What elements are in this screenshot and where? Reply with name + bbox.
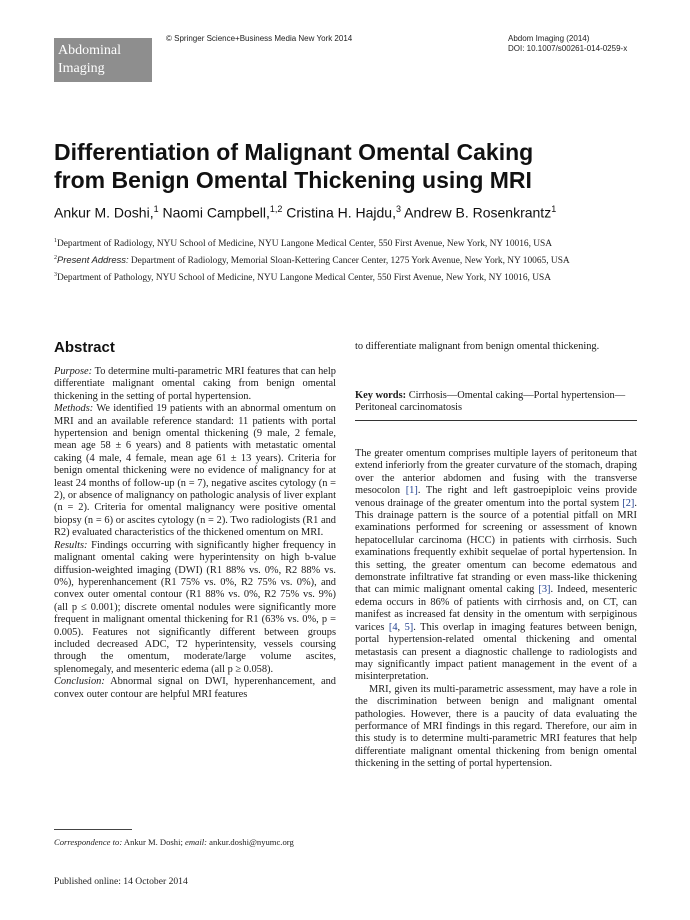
keywords-text: Cirrhosis—Omental caking—Portal hypertension—Peritoneal carcinomatosis <box>355 390 626 414</box>
journal-citation <box>508 34 627 54</box>
affiliation-2 <box>54 252 644 268</box>
journal-name: Abdom Imaging (2014) <box>508 34 590 43</box>
affiliation-3 <box>54 269 644 285</box>
section-text: To determine multi-parametric MRI features that can help differentiate malignant omental caking from benign omental thickening in the setting of portal hypertension. <box>54 366 336 402</box>
author-affiliation-mark: 3 <box>395 204 401 214</box>
correspondence-label: Correspondence to: <box>54 837 123 847</box>
abstract-heading: Abstract <box>54 339 115 356</box>
author-list <box>54 204 664 221</box>
section-label: Purpose: <box>54 366 93 377</box>
abstract-methods <box>54 403 336 539</box>
abstract-conclusion-continued: to differentiate malignant from benign omental thickening. <box>355 341 600 352</box>
copyright-notice: © Springer Science+Business Media New York 2014 <box>166 34 353 43</box>
published-date: Published online: 14 October 2014 <box>54 876 188 887</box>
citation-link[interactable]: [3] <box>538 584 551 596</box>
intro-paragraph-2: MRI, given its multi-parametric assessment, may have a role in the discrimination between benign and malignant omental pathologies. However, there is a paucity of data evaluating the performance of MRI findings in this regard. Therefore, our aim in this study is to determine multi-parametric MRI features that help differentiate malignant omental thickening from benign omental thickening in the setting of portal hypertension. <box>355 683 637 770</box>
keywords-divider <box>355 420 637 421</box>
affiliations <box>54 235 644 286</box>
correspondence-note <box>54 837 294 847</box>
author-affiliation-mark: 1,2 <box>269 204 283 214</box>
section-text: Abnormal signal on DWI, hyperenhancement, and convex outer contour are helpful MRI features <box>54 676 336 700</box>
present-address-label: Present Address: <box>57 254 129 266</box>
affiliation-text: Department of Pathology, NYU School of Medicine, NYU Langone Medical Center, 550 First Avenue, New York, NY 10016, USA <box>57 273 551 284</box>
footnote-divider <box>54 829 132 830</box>
keywords <box>355 390 637 415</box>
author-name: Naomi Campbell, <box>162 204 270 221</box>
intro-paragraph-1 <box>355 448 637 684</box>
intro-text: . Indeed, mesenteric edema occurs in 86% of patients with cirrhosis and, on CT, can manifest as increased fat density in the omentum with serpiginous varices <box>355 584 637 633</box>
citation-link[interactable]: [2] <box>622 497 635 509</box>
affiliation-mark: 2 <box>54 255 57 262</box>
author-affiliation-mark: 1 <box>153 204 159 214</box>
abstract-results <box>54 540 336 676</box>
author-name: Cristina H. Hajdu, <box>286 204 396 221</box>
affiliation-mark: 3 <box>54 272 57 279</box>
title-line-2: from Benign Omental Thickening using MRI <box>54 167 532 193</box>
citation-separator: , <box>397 621 405 633</box>
logo-line-2: Imaging <box>58 61 105 76</box>
intro-text: . This drainage pattern is the source of a potential pitfall on MRI examinations performed for screening or assessment of known hepatocellular carcinoma (HCC) in patients with cirrhosis. Such examinations frequently exhibit sequelae of portal hypertension. In this setting, the greater omentum can become edematous and demonstrate infiltrative fat stranding or even mass-like thickening that can mimic malignant omental caking <box>355 497 637 596</box>
author-name: Andrew B. Rosenkrantz <box>404 204 552 221</box>
keywords-label: Key words: <box>355 390 407 401</box>
intro-text: . The right and left gastroepiploic veins provide venous drainage of the greater omentum into the portal system <box>355 485 637 509</box>
correspondence-email[interactable]: ankur.doshi@nyumc.org <box>209 837 294 847</box>
affiliation-text: Department of Radiology, NYU School of Medicine, NYU Langone Medical Center, 550 First Avenue, New York, NY 10016, USA <box>57 239 553 250</box>
journal-logo <box>54 38 152 82</box>
intro-text: The greater omentum comprises multiple layers of peritoneum that extend inferiorly from the greater curvature of the stomach, draping over the anterior abdomen and fusing with the transverse mesocolon <box>355 448 637 497</box>
section-label: Conclusion: <box>54 676 105 688</box>
abstract-conclusion <box>54 676 336 701</box>
section-label: Results: <box>54 539 88 551</box>
abstract-purpose <box>54 366 336 403</box>
intro-text: . This overlap in imaging features between benign, portal hypertension-related omental thickening and omental metastasis can present a diagnostic challenge to radiologists and may significantly impact patient management in the event of a misinterpretation. <box>355 621 637 683</box>
author-name: Ankur M. Doshi, <box>54 204 154 221</box>
affiliation-text: Department of Radiology, Memorial Sloan-Kettering Cancer Center, 1275 York Avenue, New York, NY 10065, USA <box>130 256 570 267</box>
section-text: Findings occurring with significantly higher frequency in malignant omental caking were hyperintensity on high b-value diffusion-weighted imaging (DWI) (R1 88% vs. 0%, R2 88% vs. 0%), hyperenhancement (R1 75% vs. 0%, R2 75% vs. 0%), and convex outer omental contour (R1 88% vs. 0%, R2 75% vs. 9%) (all p ≤ 0.001); discrete omental nodules were significantly more frequent in malignant omental thickening for R1 (63% vs. 0%, p = 0.005). Features not significantly different between groups included decreased ADC, T2 hyperintensity, vessels coursing through the omentum, moderate/large volume ascites, splenomegaly, and mesenteric edema (all p ≥ 0.058). <box>54 539 336 675</box>
doi[interactable]: DOI: 10.1007/s00261-014-0259-x <box>508 44 628 53</box>
affiliation-1 <box>54 235 644 251</box>
affiliation-mark: 1 <box>54 238 57 244</box>
citation-link[interactable]: [4 <box>388 621 398 633</box>
logo-line-1: Abdominal <box>58 43 121 58</box>
author-affiliation-mark: 1 <box>551 204 557 214</box>
paper-title <box>54 138 654 194</box>
citation-link[interactable]: [1] <box>405 485 418 497</box>
citation-link[interactable]: 5] <box>404 621 414 633</box>
section-label: Methods: <box>54 403 94 415</box>
email-label: email: <box>185 837 207 847</box>
introduction-body <box>355 448 637 771</box>
title-line-1: Differentiation of Malignant Omental Caking <box>54 139 534 165</box>
section-text: We identified 19 patients with an abnormal omentum on MRI and an available reference standard: 11 patients with portal hypertension and benign omental thickening (9 male, 2 female, mean age 58 ± 6 years) and 8 patients with metastatic omental caking (4 male, 4 female, mean age 61 ± 13 years). Criteria for benign omental thickening were no evidence of malignancy for at least 24 months of follow-up (n = 7), negative ascites cytology (n = 2), or absence of malignancy on pathologic analysis of liver explant (n = 2). Criteria for omental malignancy were positive omental biopsy (n = 6) or ascites cytology (n = 2). Two radiologists (R1 and R2) evaluated characteristics of the thickened omentum on MRI. <box>54 403 336 539</box>
correspondence-name: Ankur M. Doshi; <box>123 837 183 847</box>
abstract-body <box>54 366 336 701</box>
